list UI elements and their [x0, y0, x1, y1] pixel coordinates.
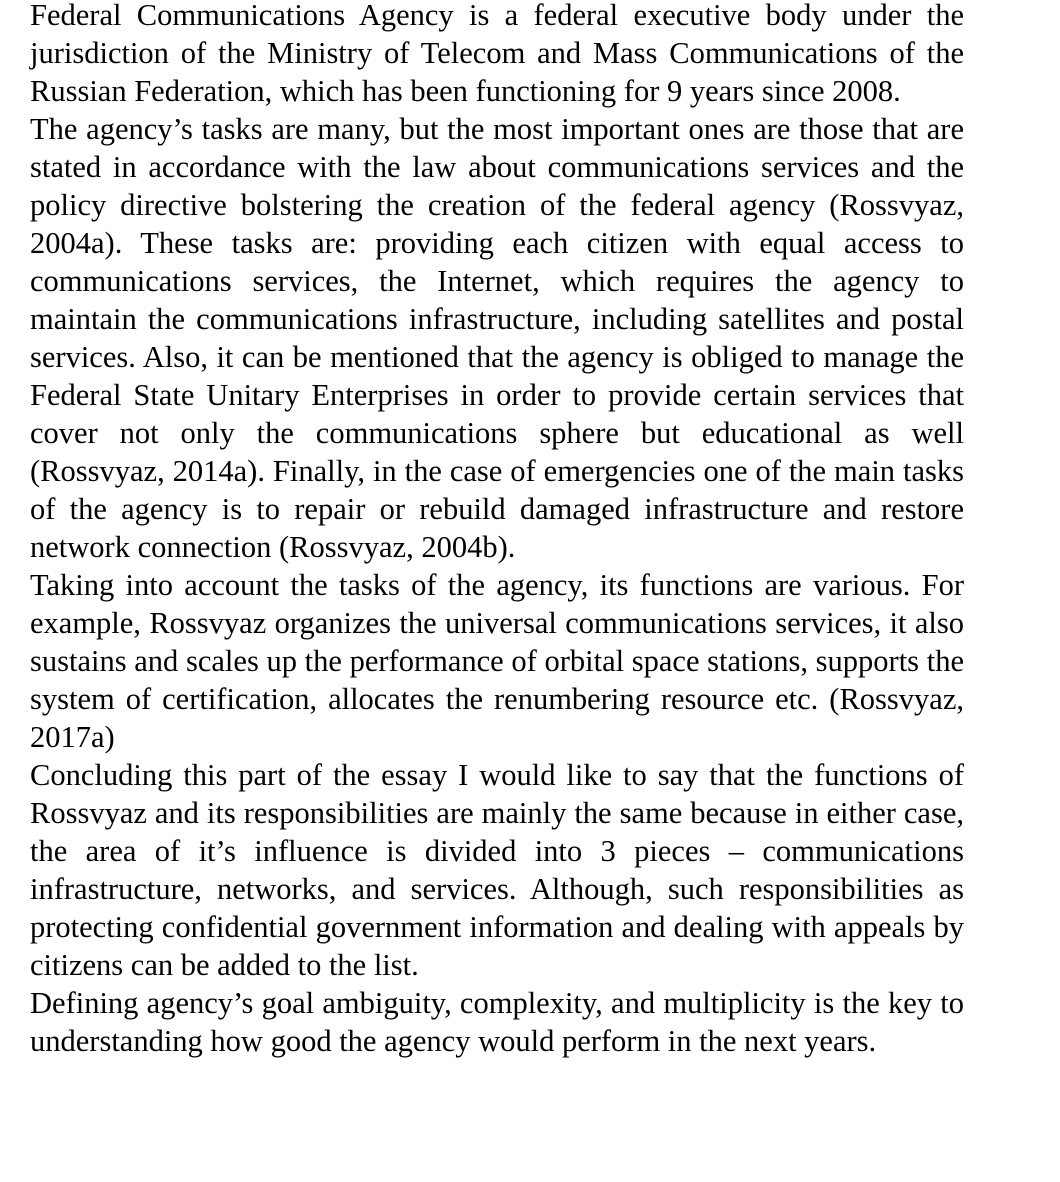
paragraph-conclusion: Concluding this part of the essay I would like to say that the functions of Rossvyaz and its responsibilities are mainly the same because in either case, the area of it’s influence is divided into 3 pieces – communications infrastructure, networks, and services. Although, such responsibilities as protecting confidential government information and dealing with appeals by citizens can be added to the list.: [30, 758, 964, 982]
paragraph-agency-overview: Federal Communications Agency is a federal executive body under the jurisdiction of the Ministry of Telecom and Mass Communications of the Russian Federation, which has been functioning for 9 years since 2008.: [30, 0, 964, 108]
paragraph-agency-tasks: The agency’s tasks are many, but the most important ones are those that are stated in accordance with the law about communications services and the policy directive bolstering the creation of the federal agency (Rossvyaz, 2004a). These tasks are: providing each citizen with equal access to communications services, the Internet, which requires the agency to maintain the communications infrastructure, including satellites and postal services. Also, it can be mentioned that the agency is obliged to manage the Federal State Unitary Enterprises in order to provide certain services that cover not only the communications sphere but educational as well (Rossvyaz, 2014a). Finally, in the case of emergencies one of the main tasks of the agency is to repair or rebuild damaged infrastructure and restore network connection (Rossvyaz, 2004b).: [30, 112, 964, 564]
paragraph-agency-functions: Taking into account the tasks of the agency, its functions are various. For example, Rossvyaz organizes the universal communications services, it also sustains and scales up the performance of orbital space stations, supports the system of certification, allocates the renumbering resource etc. (Rossvyaz, 2017a): [30, 568, 964, 754]
paragraph-goal-ambiguity: Defining agency’s goal ambiguity, complexity, and multiplicity is the key to understanding how good the agency would perform in the next years.: [30, 986, 964, 1058]
document-body: [30, 0, 964, 1060]
